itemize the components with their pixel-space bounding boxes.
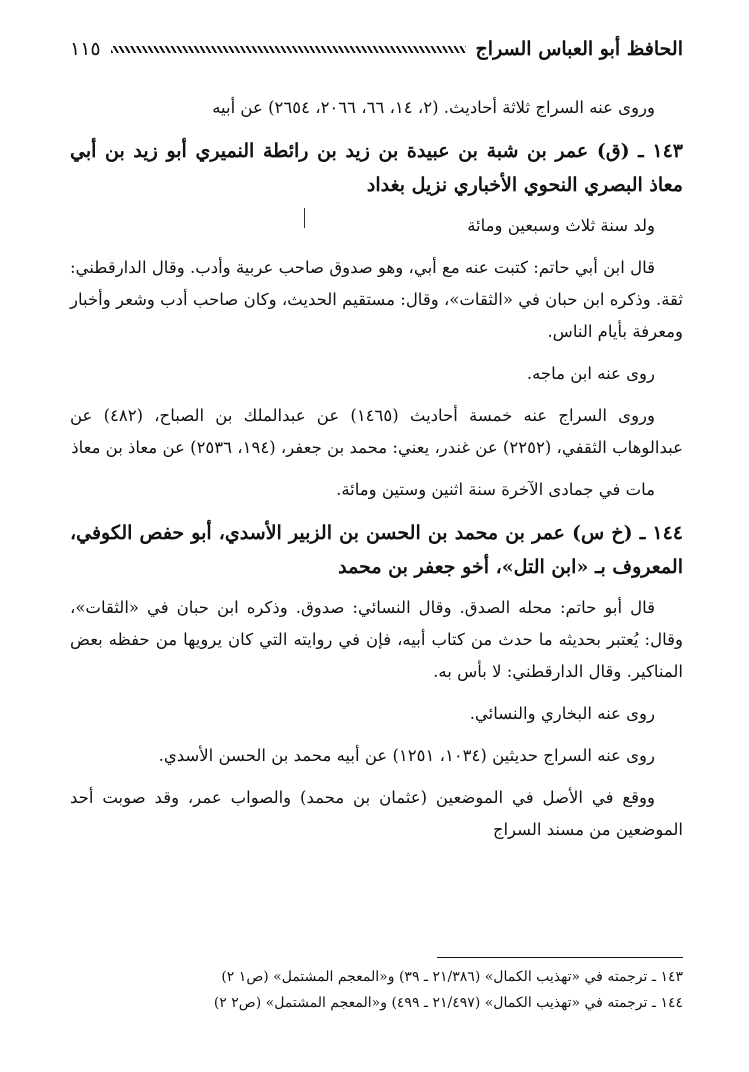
header-hatch-rule bbox=[111, 46, 466, 53]
paragraph: روى عنه البخاري والنسائي. bbox=[469, 704, 655, 723]
running-title: الحافظ أبو العباس السراج bbox=[475, 38, 683, 60]
page-number: ١١٥ bbox=[70, 38, 101, 60]
text-cursor-mark bbox=[304, 208, 305, 228]
paragraph: ووقع في الأصل في الموضعين (عثمان بن محمد) والصواب عمر، وقد صوبت أحد الموضعين من مسند السراج bbox=[70, 788, 683, 839]
paragraph: روى عنه ابن ماجه. bbox=[526, 364, 655, 383]
page-header bbox=[70, 34, 683, 64]
paragraph: وروى السراج عنه خمسة أحاديث (١٤٦٥) عن عبدالملك بن الصباح، (٤٨٢) عن عبدالوهاب الثقفي، (٢٢٥٢) عن غندر، يعني: محمد بن جعفر، (١٩٤، ٢٥٣٦) عن معاذ بن معاذ bbox=[70, 406, 683, 457]
entry-heading-144: ١٤٤ ـ (خ س) عمر بن محمد بن الحسن بن الزبير الأسدي، أبو حفص الكوفي، المعروف بـ «ابن التل»، أخو جعفر بن محمد bbox=[70, 522, 683, 578]
footnote-rule bbox=[437, 957, 683, 958]
footnotes bbox=[110, 964, 683, 1016]
paragraph: روى عنه السراج حديثين (١٠٣٤، ١٢٥١) عن أبيه محمد بن الحسن الأسدي. bbox=[158, 746, 655, 765]
page-body bbox=[70, 92, 683, 856]
footnote-143: ١٤٣ ـ ترجمته في «تهذيب الكمال» (٢١/٣٨٦ ـ ٣٩) و«المعجم المشتمل» (ص١ ٢) bbox=[221, 969, 683, 985]
paragraph: قال أبو حاتم: محله الصدق. وقال النسائي: صدوق. وذكره ابن حبان في «الثقات»، وقال: يُعتبر بحديثه ما حدث من كتاب أبيه، فإن في روايته التي كان يرويها من حفظه بعض المناكير. وقال الدارقطني: لا بأس به. bbox=[70, 598, 683, 681]
footnote-144: ١٤٤ ـ ترجمته في «تهذيب الكمال» (٢١/٤٩٧ ـ ٤٩٩) و«المعجم المشتمل» (ص٢ ٢) bbox=[213, 995, 683, 1011]
entry-heading-143: ١٤٣ ـ (ق) عمر بن شبة بن عبيدة بن زيد بن رائطة النميري أبو زيد بن أبي معاذ البصري النحوي الأخباري نزيل بغداد bbox=[70, 140, 683, 196]
paragraph: ولد سنة ثلاث وسبعين ومائة bbox=[467, 216, 655, 235]
paragraph: وروى عنه السراج ثلاثة أحاديث. (٢، ١٤، ٦٦، ٢٠٦٦، ٢٦٥٤) عن أبيه bbox=[212, 98, 655, 117]
paragraph: قال ابن أبي حاتم: كتبت عنه مع أبي، وهو صدوق صاحب عربية وأدب. وقال الدارقطني: ثقة. وذكره ابن حبان في «الثقات»، وقال: مستقيم الحديث، وكان صاحب أدب وشعر وأخبار ومعرفة بأيام الناس. bbox=[70, 258, 683, 341]
paragraph: مات في جمادى الآخرة سنة اثنين وستين ومائة. bbox=[336, 480, 655, 499]
